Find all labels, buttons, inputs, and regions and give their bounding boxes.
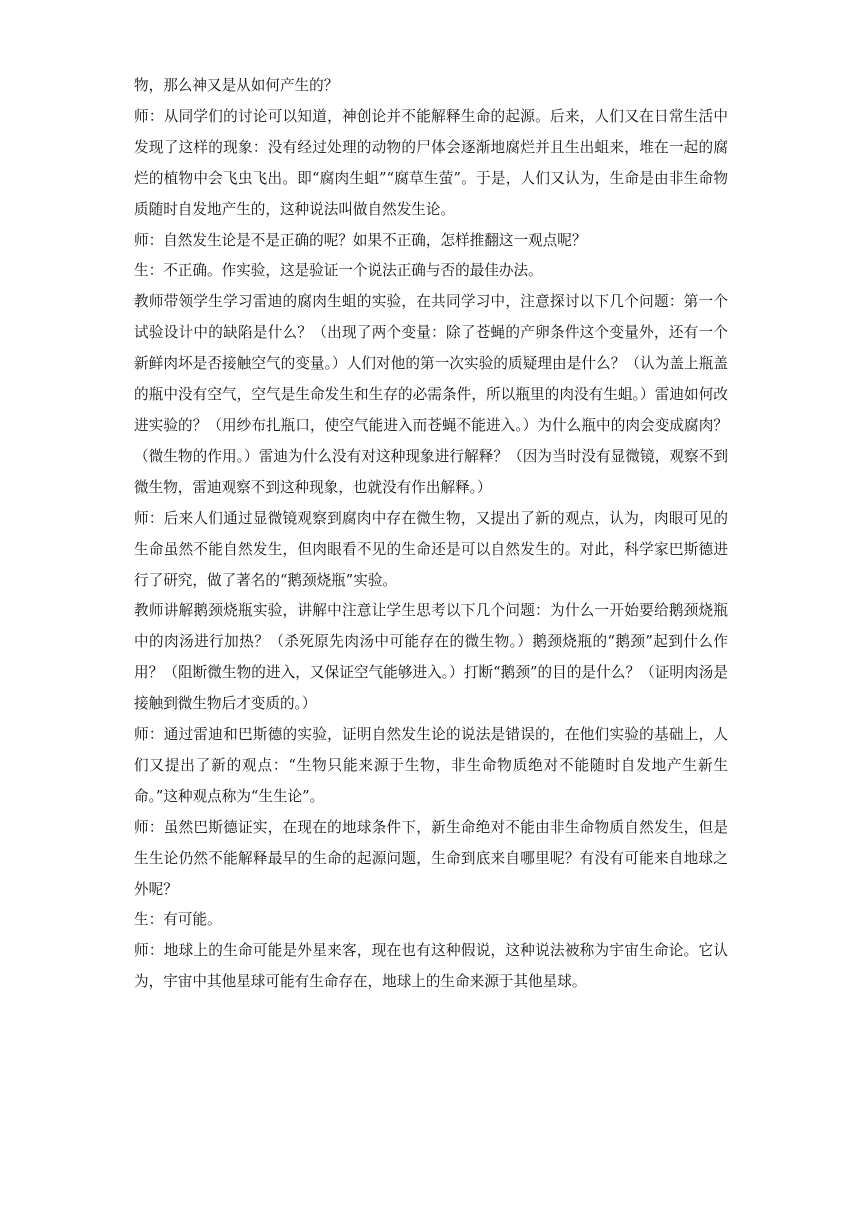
paragraph-redi-experiment: 教师带领学生学习雷迪的腐肉生蛆的实验，在共同学习中，注意探讨以下几个问题：第一个试验设计中的缺陷是什么？（出现了两个变量：除了苍蝇的产卵条件这个变量外，还有一个新鲜肉坏是否接触空气的变量。）人们对他的第一次实验的质疑理由是什么？（认为盖上瓶盖的瓶中没有空气，空气是生命发生和生存的必需条件，所以瓶里的肉没有生蛆。）雷迪如何改进实验的？（用纱布扎瓶口，使空气能进入而苍蝇不能进入。）为什么瓶中的肉会变成腐肉？（微生物的作用。）雷迪为什么没有对这种现象进行解释？（因为当时没有显微镜，观察不到微生物，雷迪观察不到这种现象，也就没有作出解释。） [134, 293, 728, 496]
paragraph-student-answer: 生：不正确。作实验，这是验证一个说法正确与否的最佳办法。 [134, 262, 543, 280]
paragraph-teacher-origin-question: 师：虽然巴斯德证实，在现在的地球条件下，新生命绝对不能由非生命物质自然发生，但是生生论仍然不能解释最早的生命的起源问题，生命到底来自哪里呢？有没有可能来自地球之外呢？ [134, 818, 728, 898]
paragraph-teacher-question: 师：自然发生论是不是正确的呢？如果不正确，怎样推翻这一观点呢？ [134, 231, 587, 249]
document-body [134, 71, 728, 998]
paragraph-teacher-intro-spontaneous-generation: 师：从同学们的讨论可以知道，神创论并不能解释生命的起源。后来，人们又在日常生活中发现了这样的现象：没有经过处理的动物的尸体会逐渐地腐烂并且生出蛆来，堆在一起的腐烂的植物中会飞虫飞出。即“腐肉生蛆”“腐草生萤”。于是，人们又认为，生命是由非生命物质随时自发地产生的，这种说法叫做自然发生论。 [134, 107, 728, 218]
paragraph-teacher-panspermia: 师：地球上的生命可能是外星来客，现在也有这种假说，这种说法被称为宇宙生命论。它认为，宇宙中其他星球可能有生命存在，地球上的生命来源于其他星球。 [134, 942, 728, 991]
paragraph-swan-neck-flask: 教师讲解鹅颈烧瓶实验，讲解中注意让学生思考以下几个问题：为什么一开始要给鹅颈烧瓶中的肉汤进行加热？（杀死原先肉汤中可能存在的微生物。）鹅颈烧瓶的“鹅颈”起到什么作用？（阻断微生物的进入，又保证空气能够进入。）打断“鹅颈”的目的是什么？（证明肉汤是接触到微生物后才变质的。） [134, 602, 728, 713]
paragraph-continuation: 物，那么神又是从如何产生的？ [134, 77, 339, 94]
paragraph-teacher-microorganisms: 师：后来人们通过显微镜观察到腐肉中存在微生物，又提出了新的观点，认为，肉眼可见的生命虽然不能自然发生，但肉眼看不见的生命还是可以自然发生的。对此，科学家巴斯德进行了研究，做了著名的“鹅颈烧瓶”实验。 [134, 509, 728, 589]
paragraph-teacher-biogenesis: 师：通过雷迪和巴斯德的实验，证明自然发生论的说法是错误的，在他们实验的基础上，人们又提出了新的观点：“生物只能来源于生物，非生命物质绝对不能随时自发地产生新生命。”这种观点称为“生生论”。 [134, 726, 728, 805]
paragraph-student-possible: 生：有可能。 [134, 911, 222, 929]
